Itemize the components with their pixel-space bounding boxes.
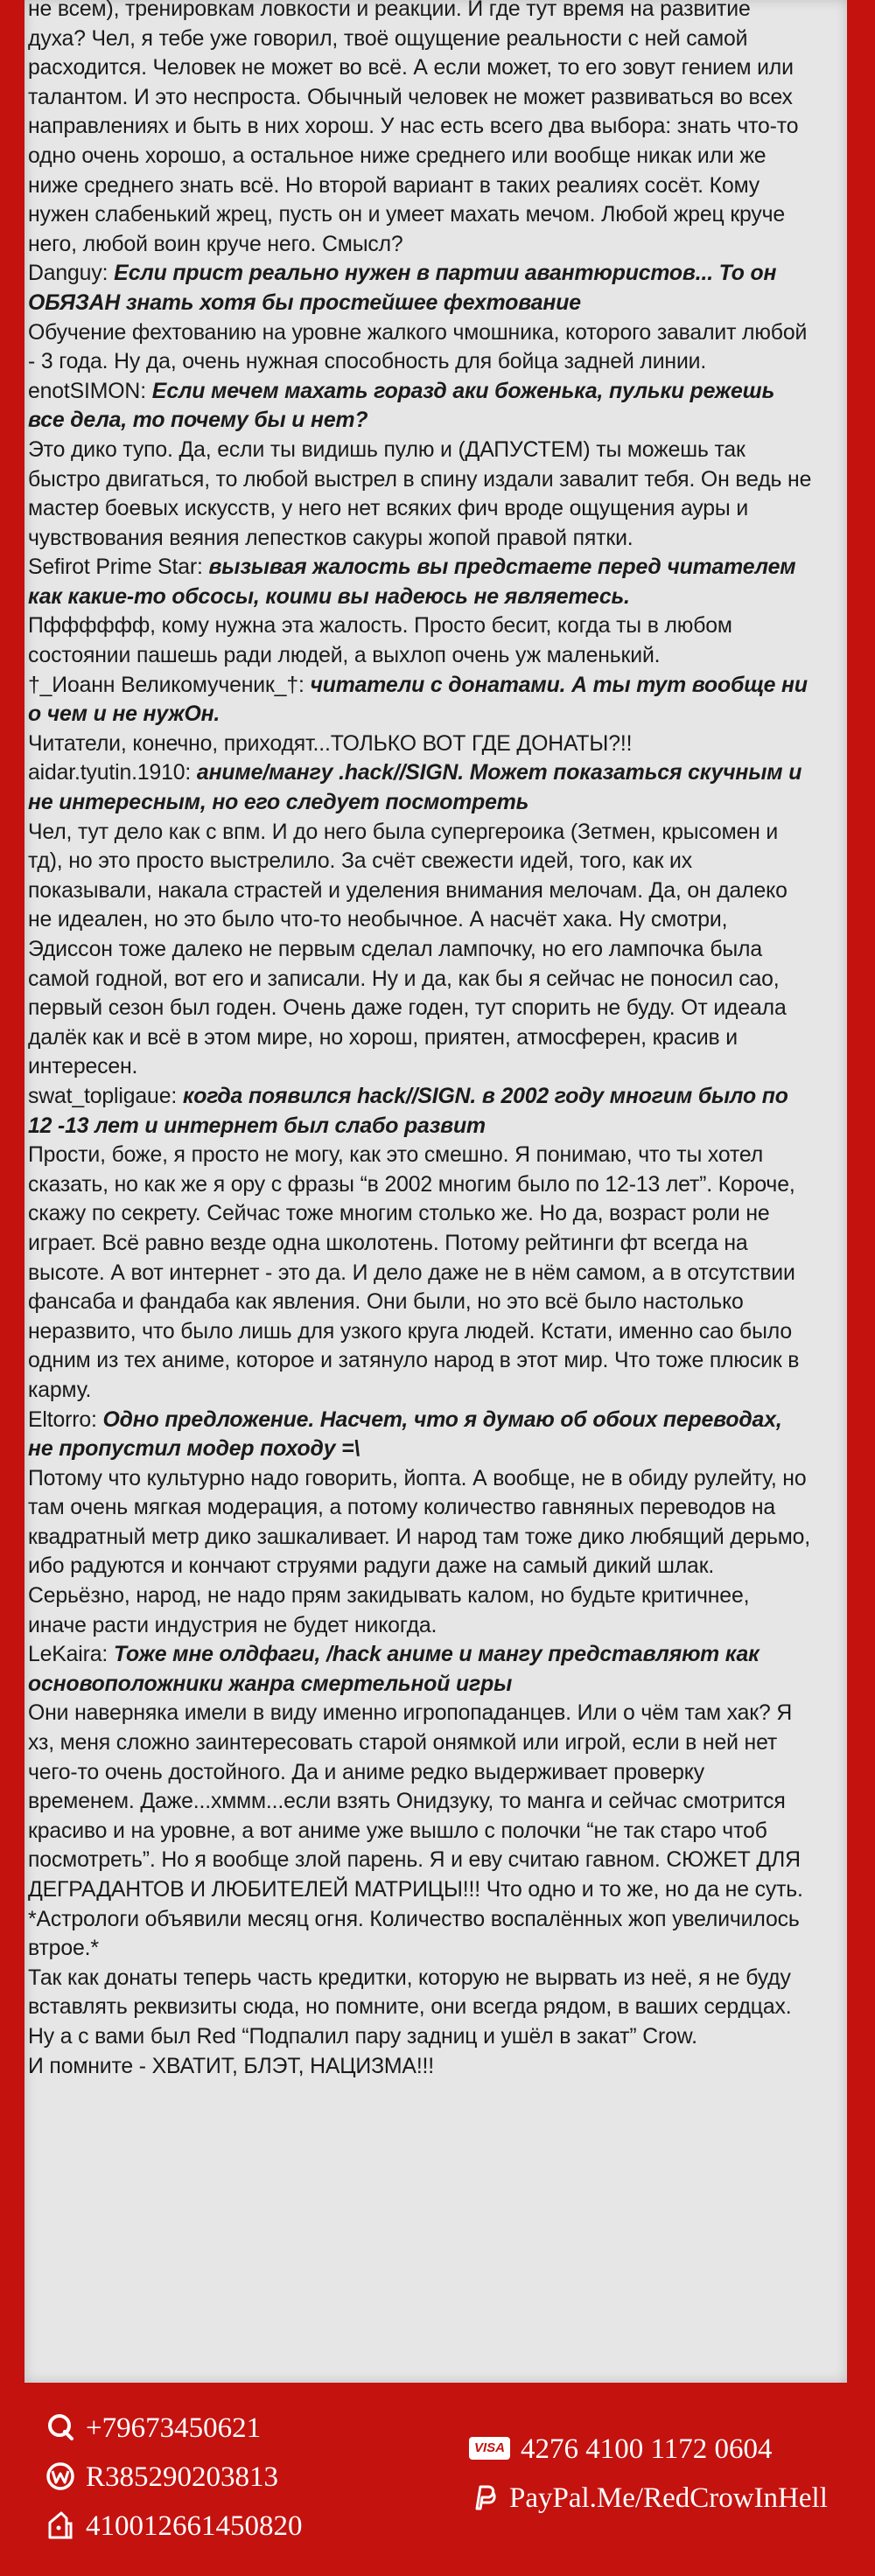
comment-reply: далёк как и всё в этом мире, но хорош, приятен, атмосферен, красив и xyxy=(28,1025,738,1050)
webmoney-icon xyxy=(46,2461,75,2491)
qiwi-line xyxy=(46,2411,261,2446)
comment-reply: втрое.* xyxy=(28,1937,99,1961)
qiwi-number: +79673450621 xyxy=(86,2412,262,2444)
comment-quote: когда появился hack//SIGN. в 2002 году многим было по xyxy=(182,1084,788,1108)
comment-quote: вызывая жалость вы предстаете перед читателем xyxy=(208,555,796,580)
comment-reply: Читатели, конечно, приходят...ТОЛЬКО ВОТ ГДЕ ДОНАТЫ?!! xyxy=(28,731,633,756)
intro-line: расходится. Человек не может во всё. А если может, то его зовут гением или xyxy=(28,56,794,80)
intro-line: направлениях и быть в них хорош. У нас есть всего два выбора: знать что-то xyxy=(28,115,799,139)
yandex-money-icon xyxy=(46,2510,75,2540)
comment-reply: чего-то очень достойного. Да и аниме редко выдерживает проверку xyxy=(28,1760,704,1784)
comment-reply: Пфффффф, кому нужна эта жалость. Просто бесит, когда ты в любом xyxy=(28,614,732,639)
comment-reply: тд), но это просто выстрелило. За счёт свежести идей, того, как их xyxy=(28,849,692,874)
yandex-number: 410012661450820 xyxy=(86,2510,303,2542)
comment-quote: не пропустил модер походу =\ xyxy=(28,1437,360,1462)
comment-reply: ибо радуются и кончают струями радуги даже на самый дикий шлак. xyxy=(28,1554,715,1579)
comment-reply: квадратный метр дико зашкаливает. И народ там тоже дико любящий дерьмо, xyxy=(28,1525,811,1549)
outro-line: Ну а с вами был Red “Подпалил пару задниц и ушёл в закат” Crow. xyxy=(28,2024,697,2049)
intro-line: одно очень хорошо, а остальное ниже среднего или вообще никак или же xyxy=(28,143,766,168)
comment-reply: Чел, тут дело как с впм. И до него была супергероика (Зетмен, крысомен и xyxy=(28,820,779,844)
outro-line: И помните - ХВАТИТ, БЛЭТ, НАЦИЗМА!!! xyxy=(28,2054,435,2078)
comment-reply: самой годной, вот его и записали. Ну и да, как бы я сейчас не поносил сао, xyxy=(28,967,780,991)
card-line xyxy=(469,2432,773,2467)
comment-reply: Они наверняка имели в виду именно игропопаданцев. Или о чём там хак? Я xyxy=(28,1701,793,1726)
comment-reply: высоте. А вот интернет - это да. И дело даже не в нём самом, а в отсутствии xyxy=(28,1260,795,1285)
comment-quote: читатели с донатами. А ты тут вообще ни xyxy=(310,673,808,697)
comment-reply: показывали, накала страстей и уделения внимания мелочам. Да, он далеко xyxy=(28,878,788,903)
comment-reply: *Астрологи объявили месяц огня. Количество воспалённых жоп увеличилось xyxy=(28,1907,800,1931)
comment-reply: временем. Даже...хммм...если взять Онидзуку, то манга и сейчас смотрится xyxy=(28,1790,786,1814)
intro-line: не всем), тренировкам ловкости и реакции. И где тут время на развитие xyxy=(28,0,751,21)
comment-reply: иначе расти индустрия не будет никогда. xyxy=(28,1613,438,1637)
webmoney-line xyxy=(46,2460,278,2495)
comment-reply: интересен. xyxy=(28,1055,138,1079)
comment-quote: ОБЯЗАН знать хотя бы простейшее фехтование xyxy=(28,290,581,315)
comment-quote: все дела, то почему бы и нет? xyxy=(28,408,368,433)
comment-reply: одним из тех аниме, которое и затянуло народ в этот мир. Что тоже плюсик в xyxy=(28,1349,800,1373)
yandex-line xyxy=(46,2509,303,2544)
comment-username: LeKaira: xyxy=(28,1643,108,1667)
comment-reply: не идеален, но это было что-то необычное. А насчёт хака. Ну смотри, xyxy=(28,908,728,932)
qiwi-icon xyxy=(46,2412,75,2442)
comment-username: swat_topligaue: xyxy=(28,1084,178,1108)
comment-reply: Это дико тупо. Да, если ты видишь пулю и (ДАПУСТЕМ) ты можешь так xyxy=(28,437,746,462)
outro-paragraph xyxy=(28,1964,842,2081)
comments-list xyxy=(28,259,842,1963)
comment-reply: Потому что культурно надо говорить, йопта. А вообще, не в обиду рулейту, но xyxy=(28,1466,807,1490)
comment-username: Eltorro: xyxy=(28,1407,97,1432)
comment-block xyxy=(28,1406,842,1641)
paypal-icon xyxy=(469,2482,499,2512)
comment-quote: основоположники жанра смертельной игры xyxy=(28,1672,513,1696)
comment-reply: Прости, боже, я просто не могу, как это смешно. Я понимаю, что ты хотел xyxy=(28,1143,764,1168)
comment-quote: не интересным, но его следует посмотреть xyxy=(28,791,529,815)
comment-reply: посмотреть”. Но я вообще злой парень. Я и еву считаю гавном. СЮЖЕТ ДЛЯ xyxy=(28,1848,801,1873)
comment-reply: быстро двигаться, то любой выстрел в спину издали завалит тебя. Он ведь не xyxy=(28,467,812,492)
outro-line: Так как донаты теперь часть кредитки, которую не вырвать из неё, я не буду xyxy=(28,1965,791,1990)
comment-username: enotSIMON: xyxy=(28,379,146,403)
comment-quote: о чем и не нужОн. xyxy=(28,702,220,727)
comment-quote: Одно предложение. Насчет, что я думаю об обоих переводах, xyxy=(102,1407,782,1432)
intro-line: него, любой воин круче него. Смысл? xyxy=(28,232,403,256)
intro-paragraph xyxy=(28,0,842,259)
comment-username: aidar.tyutin.1910: xyxy=(28,761,192,785)
donation-footer xyxy=(0,2383,875,2576)
paypal-link[interactable]: PayPal.Me/RedCrowInHell xyxy=(509,2482,828,2514)
visa-icon: VISA xyxy=(469,2437,510,2460)
intro-line: нужен слабенький жрец, пусть он и умеет махать мечом. Любой жрец круче xyxy=(28,203,786,227)
comment-quote: Тоже мне олдфаги, /hack аниме и мангу представляют как xyxy=(113,1643,760,1667)
comment-quote: как какие-то обсосы, коими вы надеюсь не являетесь. xyxy=(28,584,630,609)
comment-reply: Серьёзно, народ, не надо прям закидывать калом, но будьте критичнее, xyxy=(28,1584,750,1609)
comment-block xyxy=(28,671,842,759)
comment-username: †_Иоанн Великомученик_†: xyxy=(28,673,304,697)
comment-reply: - 3 года. Ну да, очень нужная способность для бойца задней линии. xyxy=(28,350,707,374)
comment-reply: Обучение фехтованию на уровне жалкого чмошника, которого завалит любой xyxy=(28,320,808,345)
comment-block xyxy=(28,758,842,1082)
intro-line: духа? Чел, я тебе уже говорил, твоё ощущение реальности с ней самой xyxy=(28,26,748,51)
comment-reply: красиво и на уровне, а вот аниме уже вышло с полочки “не так старо чтоб xyxy=(28,1819,767,1843)
outro-line: вставлять реквизиты сюда, но помните, они всегда рядом, в ваших сердцах. xyxy=(28,1995,792,2020)
comment-username: Danguy: xyxy=(28,262,108,286)
intro-line: ниже среднего знать всё. Но второй вариант в таких реалиях сосёт. Кому xyxy=(28,173,760,198)
webmoney-number: R385290203813 xyxy=(86,2461,279,2493)
comment-block xyxy=(28,377,842,554)
comment-reply: карму. xyxy=(28,1378,92,1402)
comment-reply: чувствования веяния лепестков сакуры жопой правой пятки. xyxy=(28,526,634,550)
comment-reply: ДЕГРАДАНТОВ И ЛЮБИТЕЛЕЙ МАТРИЦЫ!!! Что одно и то же, но да не суть. xyxy=(28,1878,803,1902)
comment-reply: фансаба и фандаба как явления. Они были, но это всё было настолько xyxy=(28,1290,744,1315)
card-number: 4276 4100 1172 0604 xyxy=(521,2433,773,2465)
paypal-line xyxy=(469,2481,828,2516)
comment-username: Sefirot Prime Star: xyxy=(28,555,203,580)
comments-content xyxy=(28,0,842,2081)
comment-reply: неразвито, что было лишь для узкого круга людей. Кстати, именно сао было xyxy=(28,1319,793,1344)
comment-reply: играет. Всё равно везде одна школотень. Потому рейтинги фт всегда на xyxy=(28,1231,748,1255)
comment-reply: мастер боевых искусств, у него нет всяких фич вроде ощущения ауры и xyxy=(28,497,749,521)
comment-reply: скажу по секрету. Сейчас тоже многим столько же. Но да, возраст роли не xyxy=(28,1202,770,1226)
comment-block xyxy=(28,553,842,670)
comment-quote: 12 -13 лет и интернет был слабо развит xyxy=(28,1113,486,1138)
comment-quote: Если прист реально нужен в партии авантюристов... То он xyxy=(114,262,777,286)
comment-quote: аниме/мангу .hack//SIGN. Может показаться скучным и xyxy=(196,761,802,785)
comment-quote: Если мечем махать горазд аки боженька, пульки режешь xyxy=(151,379,775,403)
comment-reply: первый сезон был годен. Очень даже годен, тут спорить не буду. От идеала xyxy=(28,996,787,1021)
comment-block xyxy=(28,1640,842,1964)
comment-reply: состоянии пашешь ради людей, а выхлоп очень уж маленький. xyxy=(28,644,661,668)
comment-block xyxy=(28,1082,842,1406)
comment-block xyxy=(28,259,842,376)
comment-reply: там очень мягкая модерация, а потому количество гавняных переводов на xyxy=(28,1496,776,1520)
comment-reply: Эдиссон тоже далеко не первым сделал лампочку, но его лампочка была xyxy=(28,938,763,961)
intro-line: талантом. И это неспроста. Обычный человек не может развиваться во всех xyxy=(28,85,793,109)
text-panel xyxy=(24,0,847,2383)
comment-reply: сказать, но как же я ору с фразы “в 2002 многим было по 12-13 лет”. Короче, xyxy=(28,1172,795,1197)
comment-reply: хз, меня сложно заинтересовать старой онямкой или игрой, если в ней нет xyxy=(28,1731,778,1756)
